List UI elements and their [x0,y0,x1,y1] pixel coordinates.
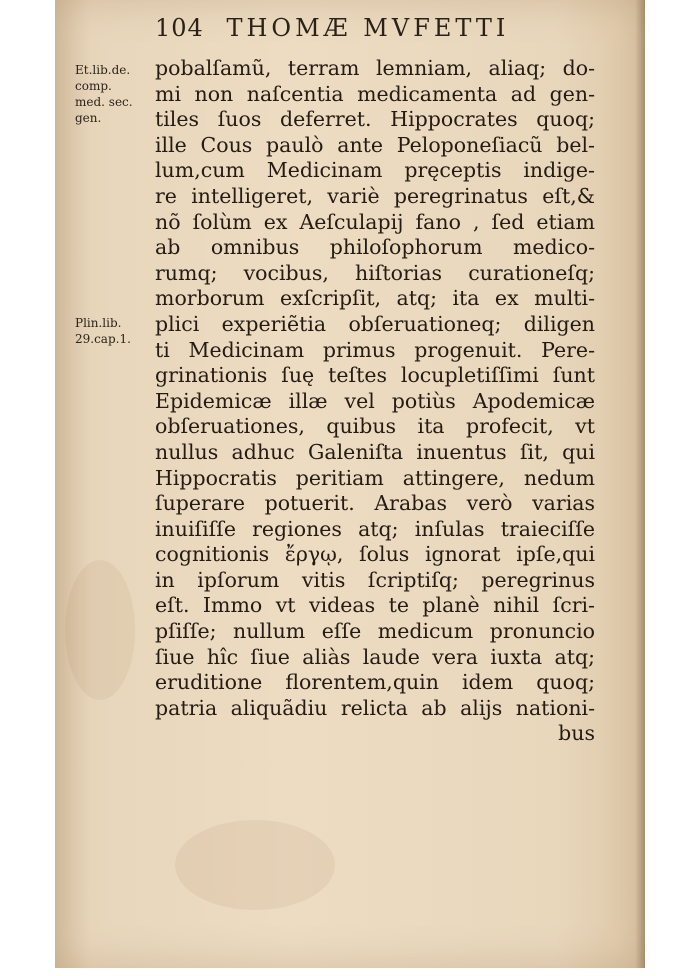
text-line: pobalſamũ, terram lemniam, aliaq; do- [155,56,595,80]
text-line: patria aliquãdiu relicta ab alijs nationi- [155,695,595,720]
text-line: morborum exſcripſit, atq; ita ex multi- [155,286,595,311]
margin-note-line: Et.lib.de. [75,63,131,77]
text-line: Epidemicæ illæ vel potiùs Apodemicæ [155,388,595,413]
text-line: rumq; vocibus, hiſtorias curationeſq; [155,260,595,285]
text-line: lum,cum Medicinam pręceptis indige- [155,158,595,183]
text-line: nõ ſolùm ex Aeſculapij fano , ſed etiam [155,209,595,234]
margin-note-line: 29.cap.1. [75,332,131,346]
margin-note-galen [75,62,153,126]
margin-note-line: gen. [75,111,102,125]
text-line: tiles ſuos deferret. Hippocrates quoq; [155,107,595,132]
page-number: 104 [155,14,204,42]
text-line: re intelligeret, variè peregrinatus eſt,& [155,183,595,208]
text-line: eruditione florentem,quin idem quoq; [155,670,595,695]
text-line: ab omnibus philoſophorum medico- [155,235,595,260]
paper-stain [65,560,135,700]
text-line: in ipſorum vitis ſcriptiſq; peregrinus [155,567,595,592]
margin-note-pliny [75,315,153,347]
text-line: ti Medicinam primus progenuit. Pere- [155,337,595,362]
margin-note-line: comp. [75,79,112,93]
text-line: obſeruationes, quibus ita profecit, vt [155,414,595,439]
text-line: inuiſiſſe regiones atq; inſulas traieciſſe [155,516,595,541]
text-line: plici experiẽtia obſeruationeq; diligen [155,311,595,336]
running-header [155,14,635,50]
text-line: eſt. Immo vt videas te planè nihil ſcri- [155,593,595,618]
text-line: Hippocratis peritiam attingere, nedum [155,465,595,490]
text-line: cognitionis ἔργῳ, ſolus ignorat ipſe,qui [155,542,595,567]
text-line: nullus adhuc Galeniſta inuentus ſit, qui [155,439,595,464]
text-line: mi non naſcentia medicamenta ad gen- [155,81,595,106]
body-text [155,56,595,747]
text-line: ille Cous paulò ante Peloponeſiacũ bel- [155,132,595,157]
text-line: grinationis ſuę teſtes locupletiſſimi ſunt [155,363,595,388]
margin-note-line: med. sec. [75,95,133,109]
text-line: ſiue hîc ſiue aliàs laude vera iuxta atq; [155,644,595,669]
text-line: pſiſſe; nullum eſſe medicum pronuncio [155,619,595,644]
book-page [55,0,645,968]
catchword: bus [558,721,595,746]
margin-note-line: Plin.lib. [75,316,122,330]
text-line: ſuperare potuerit. Arabas verò varias [155,491,595,516]
running-title: THOMÆ MVFETTI [226,14,510,42]
page-edge-shadow [635,0,645,968]
paper-stain [175,820,335,910]
